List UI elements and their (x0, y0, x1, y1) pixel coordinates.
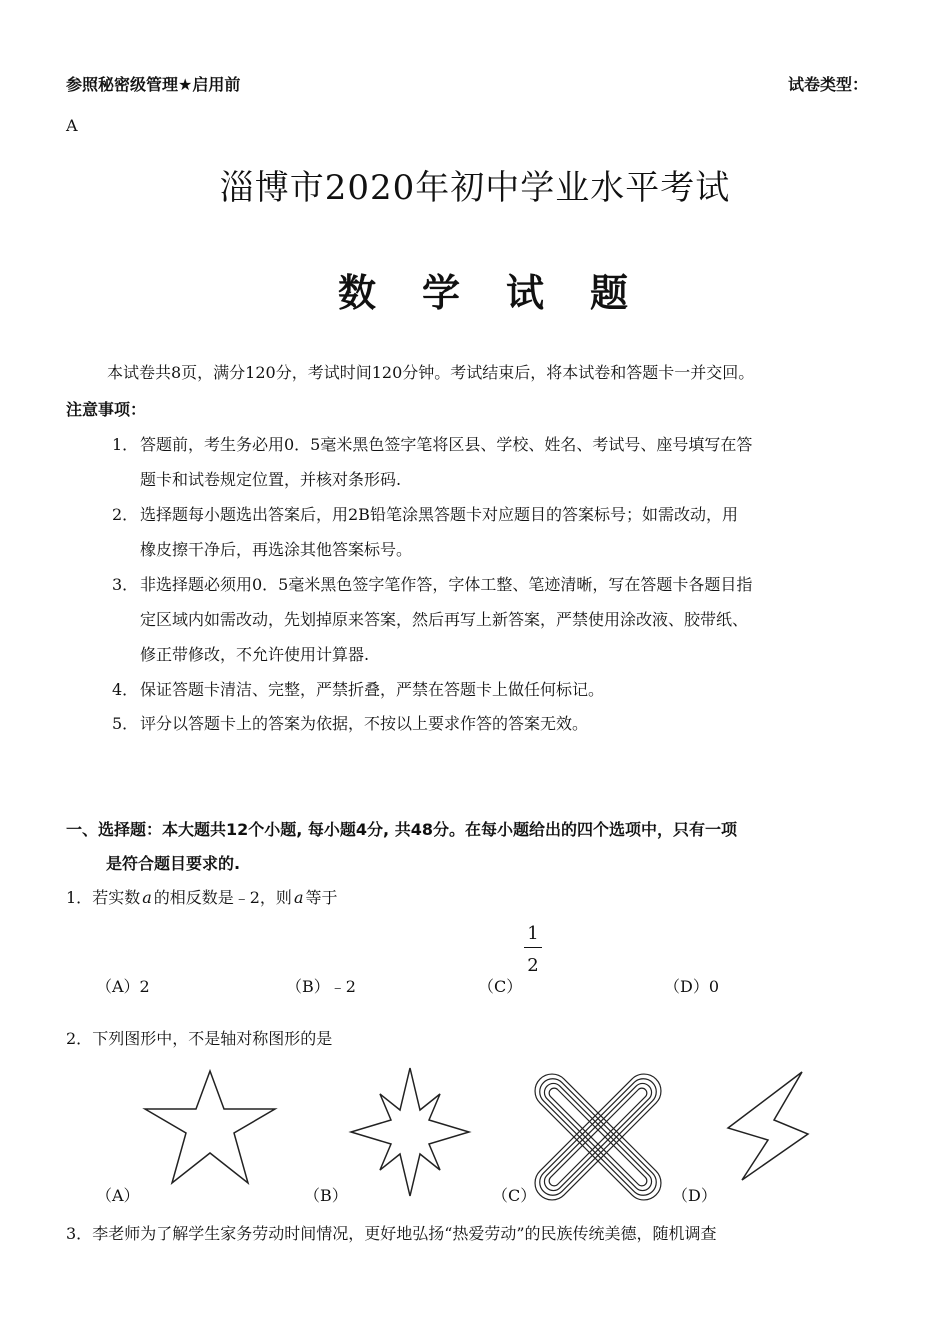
option-d: （D）0 (664, 977, 720, 996)
question-1 (66, 885, 338, 908)
question-number: 3． (66, 1224, 93, 1243)
lightning-bolt-figure (724, 1070, 814, 1182)
question-text: 下列图形中，不是轴对称图形的是 (92, 1029, 333, 1048)
fraction-denominator: 2 (527, 955, 539, 976)
figure-label-d: （D） (672, 1186, 717, 1205)
question-3 (66, 1221, 717, 1244)
note-line: 非选择题必须用0．5毫米黑色签字笔作答，字体工整、笔迹清晰，写在答题卡各题目指 (140, 575, 753, 594)
note-line: 修正带修改，不允许使用计算器. (140, 645, 370, 664)
note-line: 题卡和试卷规定位置，并核对条形码. (140, 470, 402, 489)
note-number: 3． (112, 575, 139, 594)
notes-heading: 注意事项： (66, 400, 147, 419)
question-text: 若实数 (92, 888, 141, 907)
note-line: 橡皮擦干净后，再选涂其他答案标号。 (140, 540, 413, 559)
section-heading-cont: 是符合题目要求的. (106, 854, 241, 873)
question-number: 1． (66, 888, 93, 907)
five-pointed-star-figure (140, 1068, 280, 1188)
question-text: 的相反数是﹣2，则 (153, 888, 292, 907)
question-2 (66, 1026, 332, 1049)
option-a: （A）2 (96, 977, 150, 996)
fraction-bar (524, 947, 542, 948)
note-line: 保证答题卡清洁、完整，严禁折叠，严禁在答题卡上做任何标记。 (140, 680, 605, 699)
question-number: 2． (66, 1029, 93, 1048)
note-number: 2． (112, 505, 139, 524)
question-text: 等于 (305, 888, 338, 907)
note-line: 选择题每小题选出答案后，用2B铅笔涂黑答题卡对应题目的答案标号；如需改动，用 (140, 505, 738, 524)
paper-type-label: 试卷类型： (788, 75, 869, 94)
figure-label-c: （C） (492, 1186, 537, 1205)
note-line: 定区域内如需改动，先划掉原来答案，然后再写上新答案，严禁使用涂改液、胶带纸、 (140, 610, 749, 629)
intro-text: 本试卷共8页，满分120分，考试时间120分钟。考试结束后，将本试卷和答题卡一并交回。 (107, 363, 755, 382)
fraction-numerator: 1 (527, 923, 539, 944)
secret-mark: 参照秘密级管理★启用前 (66, 75, 241, 94)
option-c-label: （C） (478, 977, 523, 996)
note-line: 答题前，考生务必用0．5毫米黑色签字笔将区县、学校、姓名、考试号、座号填写在答 (140, 435, 753, 454)
exam-title: 淄博市2020年初中学业水平考试 (219, 168, 731, 208)
option-b: （B）﹣2 (286, 977, 356, 996)
section-heading: 一、选择题：本大题共12个小题, 每小题4分, 共48分。在每小题给出的四个选项中，只有一项 (66, 820, 737, 839)
note-number: 5． (112, 714, 139, 733)
figure-label-a: （A） (96, 1186, 140, 1205)
question-text: 李老师为了解学生家务劳动时间情况，更好地弘扬“热爱劳动”的民族传统美德，随机调查 (92, 1224, 717, 1243)
note-number: 1． (112, 435, 139, 454)
eight-pointed-star-figure (345, 1066, 475, 1198)
figure-label-b: （B） (304, 1186, 348, 1205)
paper-type-value: A (66, 116, 78, 135)
note-number: 4． (112, 680, 139, 699)
variable-a: a (142, 888, 152, 907)
note-line: 评分以答题卡上的答案为依据，不按以上要求作答的答案无效。 (140, 714, 589, 733)
interlaced-loops-figure (533, 1074, 663, 1200)
exam-subtitle: 数学试题 (338, 270, 675, 315)
variable-a: a (293, 888, 304, 907)
